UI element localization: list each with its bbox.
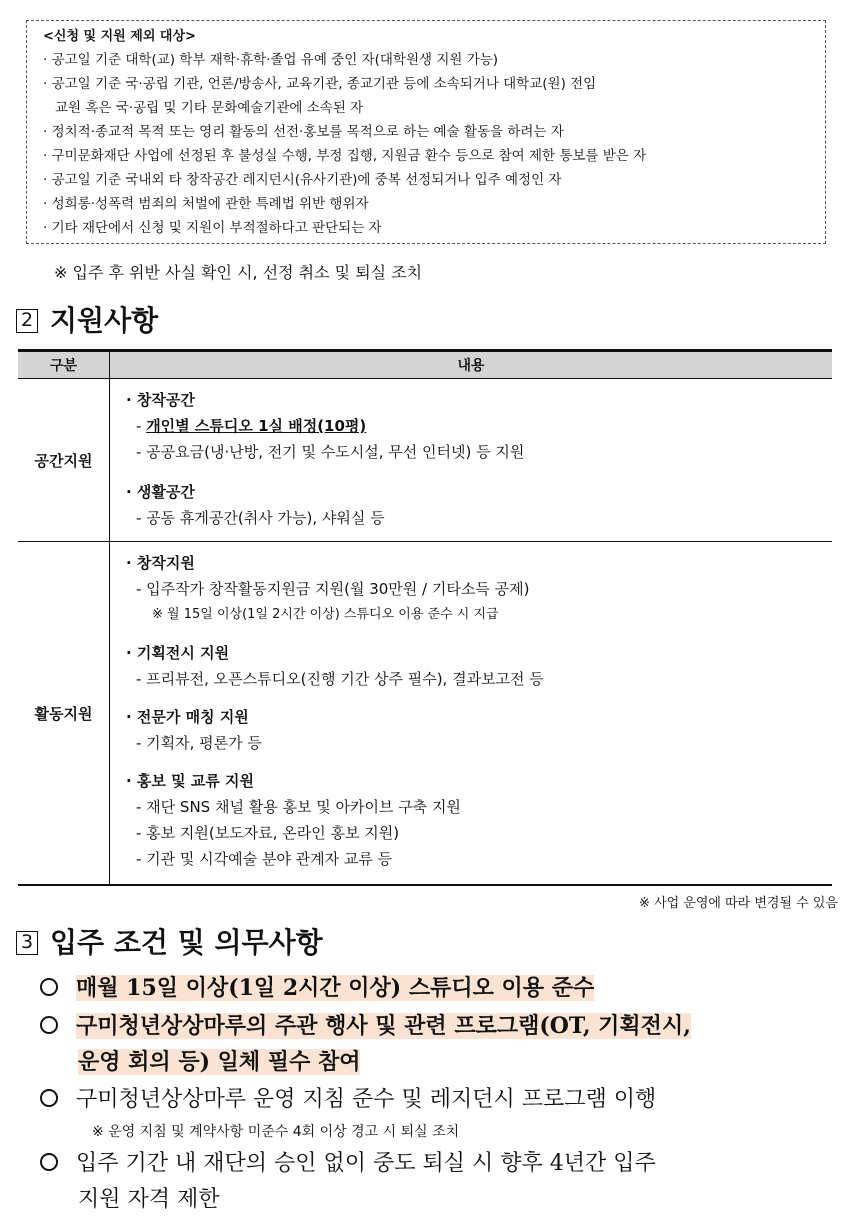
list-item: - 기관 및 시각예술 분야 관계자 교류 등 bbox=[136, 850, 393, 868]
header-category: 구분 bbox=[18, 351, 110, 379]
table-header-row bbox=[18, 351, 832, 379]
header-content: 내용 bbox=[110, 351, 833, 379]
obligation-text: 구미청년상상마루 운영 지침 준수 및 레지던시 프로그램 이행 bbox=[76, 1087, 657, 1112]
exclusion-box bbox=[26, 20, 826, 244]
section2-title: 지원사항 bbox=[50, 304, 159, 337]
section3-number: 3 bbox=[16, 931, 38, 955]
highlighted-text: 운영 회의 등) 일체 필수 참여 bbox=[78, 1049, 361, 1075]
highlighted-text: 구미청년상상마루의 주관 행사 및 관련 프로그램(OT, 기획전시, bbox=[76, 1013, 691, 1039]
exclusion-line: · 공고일 기준 국내외 타 창작공간 레지던시(유사기관)에 중복 선정되거나 입주 예정인 자 bbox=[43, 172, 562, 188]
circle-bullet-icon bbox=[40, 1089, 58, 1107]
obligation-item-1 bbox=[40, 970, 594, 1006]
exclusion-line: · 구미문화재단 사업에 선정된 후 불성실 수행, 부정 집행, 지원금 환수 등으로 참여 제한 통보를 받은 자 bbox=[43, 148, 647, 164]
category-activity: 활동지원 bbox=[18, 542, 110, 886]
exclusion-line: · 정치적·종교적 목적 또는 영리 활동의 선전·홍보를 목적으로 하는 예술 활동을 하려는 자 bbox=[43, 124, 564, 140]
list-item: - 개인별 스튜디오 1실 배정(10평) bbox=[136, 417, 367, 435]
content-space bbox=[110, 379, 833, 542]
exclusion-line: · 기타 재단에서 신청 및 지원이 부적절하다고 판단되는 자 bbox=[43, 220, 382, 236]
obligation-text: 입주 기간 내 재단의 승인 없이 중도 퇴실 시 향후 4년간 입주 bbox=[76, 1151, 656, 1176]
list-item: - 홍보 지원(보도자료, 온라인 홍보 지원) bbox=[136, 824, 400, 842]
section3-title: 입주 조건 및 의무사항 bbox=[50, 926, 323, 959]
list-item: - 재단 SNS 채널 활용 홍보 및 아카이브 구축 지원 bbox=[136, 798, 461, 816]
category-space: 공간지원 bbox=[18, 379, 110, 542]
group-title: · 기획전시 지원 bbox=[126, 644, 230, 662]
highlighted-text: 매월 15일 이상(1일 2시간 이상) 스튜디오 이용 준수 bbox=[76, 975, 595, 1001]
obligation-note: ※ 운영 지침 및 계약사항 미준수 4회 이상 경고 시 퇴실 조치 bbox=[92, 1124, 460, 1140]
list-note: ※ 월 15일 이상(1일 2시간 이상) 스튜디오 이용 준수 시 지급 bbox=[152, 607, 499, 622]
section2-number: 2 bbox=[16, 309, 38, 333]
support-table bbox=[18, 349, 832, 886]
group-title: · 창작공간 bbox=[126, 391, 195, 409]
content-activity bbox=[110, 542, 833, 886]
change-footnote: ※ 사업 운영에 따라 변경될 수 있음 bbox=[639, 896, 838, 911]
list-item: - 입주작가 창작활동지원금 지원(월 30만원 / 기타소득 공제) bbox=[136, 580, 530, 598]
violation-notice: ※ 입주 후 위반 사실 확인 시, 선정 취소 및 퇴실 조치 bbox=[54, 263, 423, 282]
group-title: · 창작지원 bbox=[126, 554, 195, 572]
group-title: · 홍보 및 교류 지원 bbox=[126, 772, 255, 790]
section2-heading bbox=[16, 302, 158, 340]
list-item: - 기획자, 평론가 등 bbox=[136, 734, 262, 752]
group-title: · 전문가 매칭 지원 bbox=[126, 708, 249, 726]
exclusion-line: 교원 혹은 국·공립 및 기타 문화예술기관에 소속된 자 bbox=[55, 100, 364, 116]
obligation-text-cont: 지원 자격 제한 bbox=[78, 1187, 220, 1212]
circle-bullet-icon bbox=[40, 978, 58, 996]
table-row bbox=[18, 542, 832, 886]
list-item: - 공공요금(냉·난방, 전기 및 수도시설, 무선 인터넷) 등 지원 bbox=[136, 443, 525, 461]
list-item: - 공동 휴게공간(취사 가능), 샤워실 등 bbox=[136, 509, 385, 527]
exclusion-line: · 성희롱·성폭력 범죄의 처벌에 관한 특례법 위반 행위자 bbox=[43, 196, 369, 212]
exclusion-title: <신청 및 지원 제외 대상> bbox=[43, 29, 196, 44]
circle-bullet-icon bbox=[40, 1153, 58, 1171]
obligation-item-4 bbox=[40, 1146, 656, 1218]
table-row bbox=[18, 379, 832, 542]
list-item: - 프리뷰전, 오픈스튜디오(진행 기간 상주 필수), 결과보고전 등 bbox=[136, 670, 544, 688]
section3-heading bbox=[16, 924, 323, 962]
obligation-item-3 bbox=[40, 1082, 656, 1118]
group-title: · 생활공간 bbox=[126, 483, 195, 501]
exclusion-line: · 공고일 기준 대학(교) 학부 재학·휴학·졸업 유예 중인 자(대학원생 지원 가능) bbox=[43, 52, 499, 68]
exclusion-line: · 공고일 기준 국·공립 기관, 언론/방송사, 교육기관, 종교기관 등에 소속되거나 대학교(원) 전임 bbox=[43, 76, 597, 92]
underlined-item: 개인별 스튜디오 1실 배정(10평) bbox=[146, 417, 367, 435]
circle-bullet-icon bbox=[40, 1016, 58, 1034]
obligation-item-2 bbox=[40, 1008, 691, 1080]
